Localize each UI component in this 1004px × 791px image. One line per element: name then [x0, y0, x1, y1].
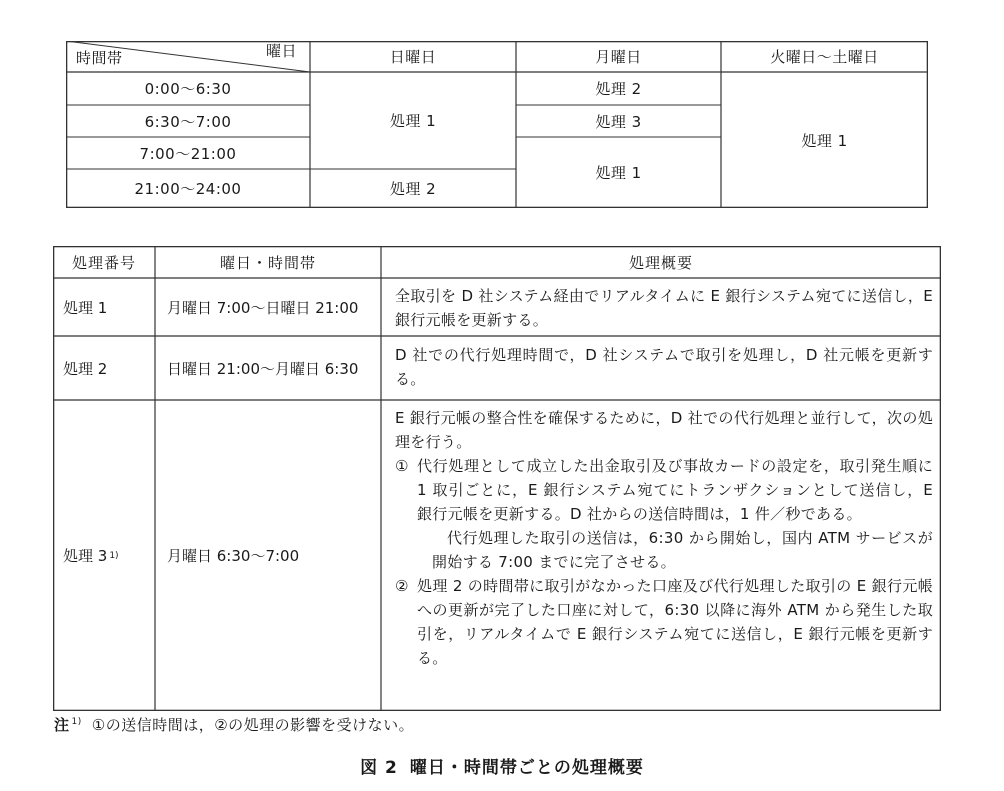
item-text: 処理 2 の時間帯に取引がなかった口座及び代行処理した取引の E 銀行元帳への更新が完了した口座に対して，6:30 以降に海外 ATM から発生した取引を，リアルタイムで E 銀行システム宛てに送信し，E 銀行元帳を更新する。 [417, 577, 933, 667]
monday-process-cell: 処理 3 [595, 112, 642, 131]
time-slot-label: 6:30〜7:00 [144, 112, 232, 131]
footnote-text: ①の送信時間は，②の処理の影響を受けない。 [91, 716, 415, 734]
item-marker: ② [395, 577, 409, 595]
column-header-tue-sat: 火曜日〜土曜日 [770, 48, 879, 66]
corner-col-label: 曜日 [266, 42, 298, 60]
row-day-time: 月曜日 6:30〜7:00 [167, 547, 300, 565]
summary-item-1 [395, 454, 933, 526]
sunday-process-cell: 処理 1 [389, 112, 437, 130]
footnote-label: 注 [54, 716, 70, 734]
row-summary [395, 284, 933, 332]
footnote-marker: 1) [71, 717, 82, 727]
figure-number: 図 2 [360, 758, 398, 778]
row-process-id: 処理 1 [63, 298, 108, 317]
sunday-process-cell: 処理 2 [389, 180, 437, 198]
row-day-time: 月曜日 7:00〜日曜日 21:00 [167, 298, 359, 317]
column-header-monday: 月曜日 [595, 48, 642, 66]
process-id-text: 処理 3 [63, 547, 108, 565]
time-slot-label: 0:00〜6:30 [144, 80, 232, 98]
corner-row-label: 時間帯 [76, 49, 123, 67]
item-text: 代行処理として成立した出金取引及び事故カードの設定を，取引発生順に 1 取引ごとに，E 銀行システム宛てにトランザクションとして送信し，E 銀行元帳を更新する。D 社からの送信時間は，1 件／秒である。 [417, 457, 933, 523]
row-summary [395, 406, 933, 670]
summary-text: 全取引を D 社システム経由でリアルタイムに E 銀行システム宛てに送信し，E 銀行元帳を更新する。 [395, 287, 933, 329]
time-slot-label: 7:00〜21:00 [139, 144, 237, 163]
row-process-id [63, 400, 119, 711]
row-day-time: 日曜日 21:00〜月曜日 6:30 [167, 359, 359, 378]
tue-sat-process-cell: 処理 1 [801, 131, 848, 150]
process-summary-table [53, 246, 941, 711]
summary-text: D 社での代行処理時間で，D 社システムで取引を処理し，D 社元帳を更新する。 [395, 346, 933, 388]
summary-item-2 [395, 574, 933, 670]
summary-item-1-extra: 代行処理した取引の送信は，6:30 から開始し，国内 ATM サービスが開始する 7:00 までに完了させる。 [432, 529, 933, 571]
header-day-time: 曜日・時間帯 [219, 253, 316, 272]
row-summary [395, 343, 933, 391]
header-summary: 処理概要 [628, 253, 693, 272]
figure-caption [0, 753, 1004, 778]
header-process-number: 処理番号 [71, 253, 136, 272]
figure-title: 曜日・時間帯ごとの処理概要 [409, 758, 644, 778]
monday-process-cell: 処理 2 [595, 80, 642, 98]
item-marker: ① [395, 457, 409, 475]
monday-process-cell: 処理 1 [595, 164, 642, 182]
footnote-ref: 1) [109, 550, 119, 561]
footnote [54, 714, 414, 735]
time-slot-label: 21:00〜24:00 [134, 180, 242, 198]
schedule-table [66, 41, 928, 208]
row-process-id: 処理 2 [63, 359, 108, 378]
summary-intro: E 銀行元帳の整合性を確保するために，D 社での代行処理と並行して，次の処理を行う。 [395, 409, 933, 451]
column-header-sunday: 日曜日 [389, 48, 437, 66]
